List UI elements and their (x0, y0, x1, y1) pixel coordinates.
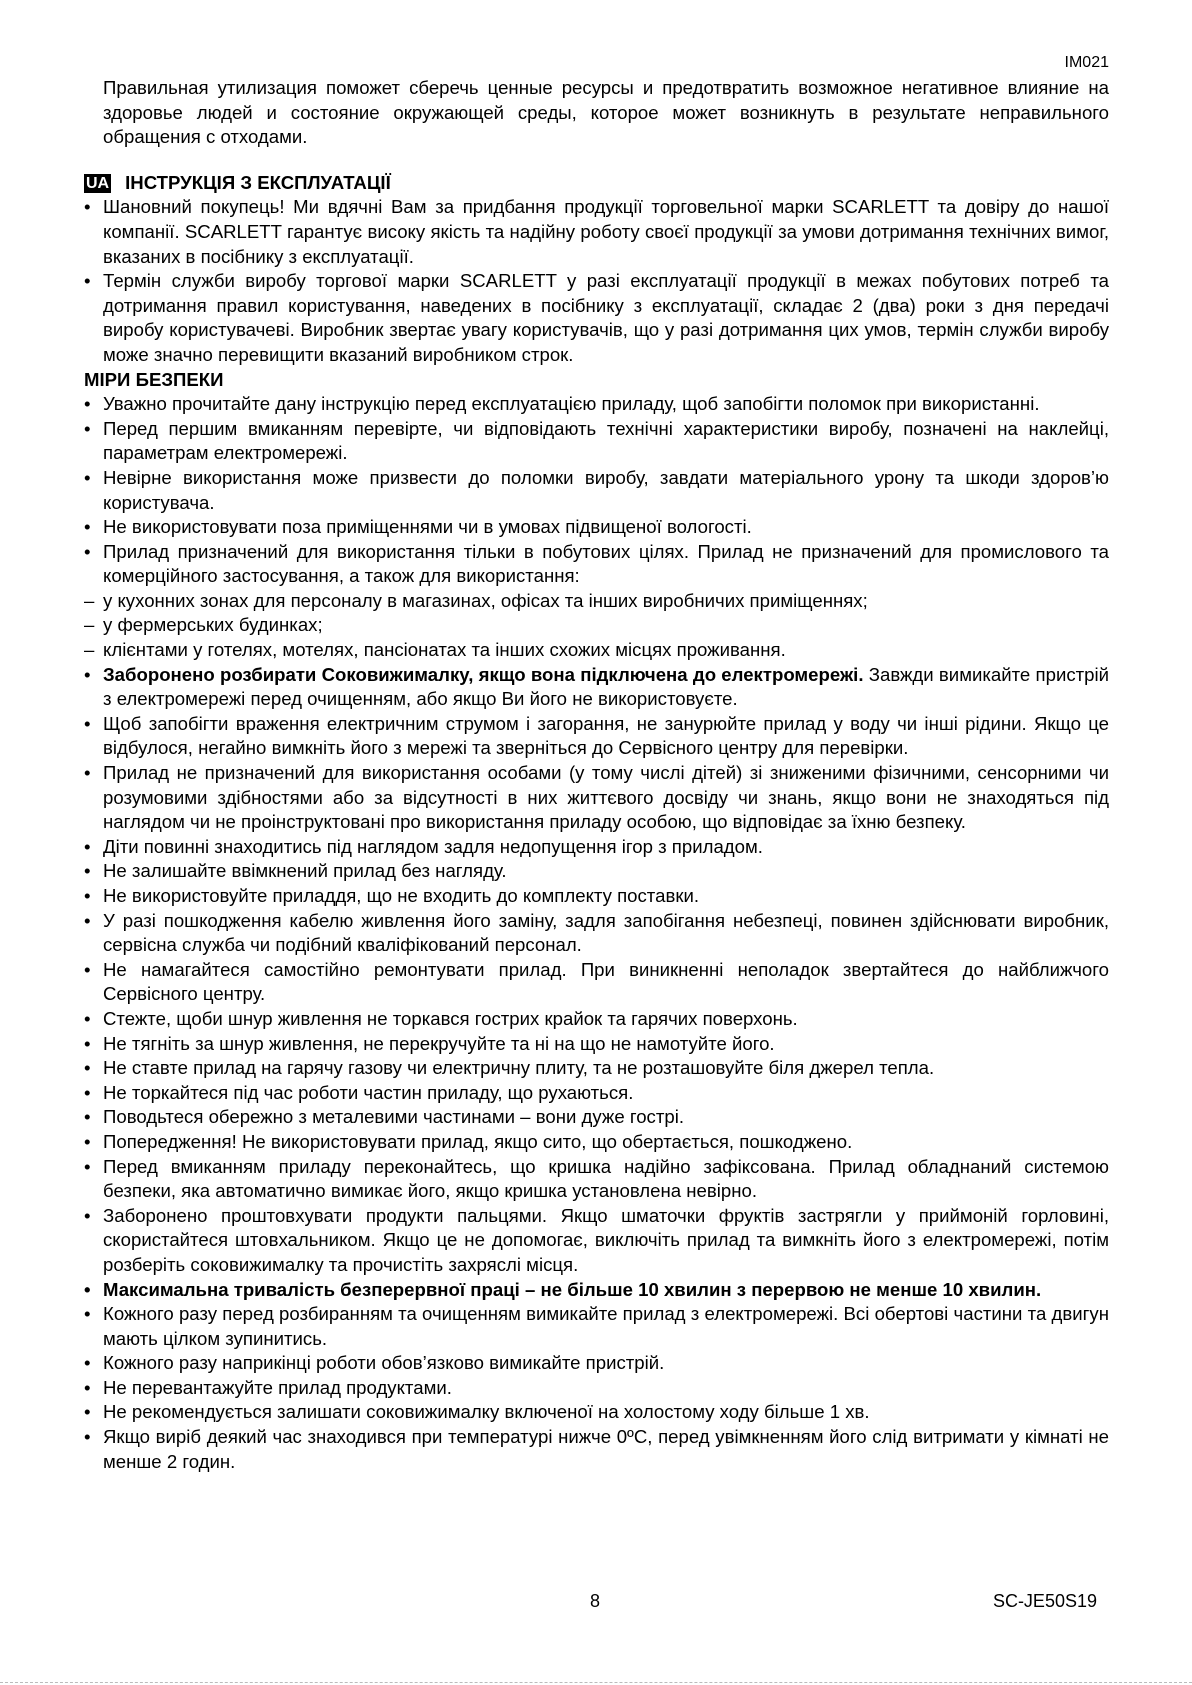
list-item: • Якщо виріб деякий час знаходився при температурі нижче 0ºC, перед увімкненням його слід витримати у кімнаті не менше 2 годин. (84, 1425, 1109, 1474)
list-item: • Поводьтеся обережно з металевими частинами – вони дуже гострі. (84, 1105, 1109, 1130)
page-bottom-divider (0, 1682, 1192, 1683)
list-item: • Діти повинні знаходитись під наглядом задля недопущення ігор з приладом. (84, 835, 1109, 860)
list-item: • Термін служби виробу торгової марки SCARLETT у разі експлуатації продукції в межах побутових потреб та дотримання правил користування, наведених в посібнику з експлуатації, складає 2 (два) роки з дня передачі виробу користувачеві. Виробник звертає увагу користувачів, що у разі дотримання цих умов, термін служби виробу може значно перевищити вказаний виробником строк. (84, 269, 1109, 367)
list-item: • Перед першим вмиканням перевірте, чи відповідають технічні характеристики виробу, позначені на наклейці, параметрам електромережі. (84, 417, 1109, 466)
dash-item: – у фермерських будинках; (84, 613, 1109, 638)
list-item: • Не ставте прилад на гарячу газову чи електричну плиту, та не розташовуйте біля джерел тепла. (84, 1056, 1109, 1081)
list-item-max-duration: • Максимальна тривалість безперервної праці – не більше 10 хвилин з перервою не менше 10 хвилин. (84, 1278, 1109, 1303)
dash-item: – у кухонних зонах для персоналу в магазинах, офісах та інших виробничих приміщеннях; (84, 589, 1109, 614)
list-item: • Не торкайтеся під час роботи частин приладу, що рухаються. (84, 1081, 1109, 1106)
list-item: • Стежте, щоби шнур живлення не торкався гострих крайок та гарячих поверхонь. (84, 1007, 1109, 1032)
list-item: • Невірне використання може призвести до поломки виробу, завдати матеріального урону та шкоди здоров’ю користувача. (84, 466, 1109, 515)
list-item: • Прилад призначений для використання тільки в побутових цілях. Прилад не призначений для промислового та комерційного застосування, а також для використання: (84, 540, 1109, 589)
list-item: • Попередження! Не використовувати прилад, якщо сито, що обертається, пошкоджено. (84, 1130, 1109, 1155)
list-item: • Не намагайтеся самостійно ремонтувати прилад. При виникненні неполадок звертайтеся до найближчого Сервісного центру. (84, 958, 1109, 1007)
list-item: • Прилад не призначений для використання особами (у тому числі дітей) зі зниженими фізичними, сенсорними чи розумовими здібностями або за відсутності в них життєвого досвіду чи знань, якщо вони не знаходяться під наглядом чи не проінструктовані про використання приладу особою, що відповідає за їхню безпеку. (84, 761, 1109, 835)
list-item: • Не використовувати поза приміщеннями чи в умовах підвищеної вологості. (84, 515, 1109, 540)
list-item: • Заборонено проштовхувати продукти пальцями. Якщо шматочки фруктів застрягли у приймоній горловині, скористайтеся штовхальником. Якщо це не допомогає, виключіть прилад та вимкніть його з електромережі, потім розберіть соковижималку та прочистіть захряслі місця. (84, 1204, 1109, 1278)
dash-item: – клієнтами у готелях, мотелях, пансіонатах та інших схожих місцях проживання. (84, 638, 1109, 663)
list-item: • Кожного разу наприкінці роботи обов’язково вимикайте пристрій. (84, 1351, 1109, 1376)
footer-model-code: SC-JE50S19 (992, 1591, 1097, 1611)
safety-section-title: МІРИ БЕЗПЕКИ (84, 368, 224, 390)
list-item: • Шановний покупець! Ми вдячні Вам за придбання продукції торговельної марки SCARLETT та довіру до нашої компанії. SCARLETT гарантує високу якість та надійну роботу своєї продукції за умови дотримання технічних вимог, вказаних в посібнику з експлуатації. (84, 195, 1109, 269)
list-item: • Перед вмиканням приладу переконайтесь, що кришка надійно зафіксована. Прилад обладнаний системою безпеки, яка автоматично вимикає його, якщо кришка установлена невірно. (84, 1155, 1109, 1204)
list-item-disassemble-warning (84, 663, 1109, 712)
ua-section-header (84, 171, 1109, 196)
list-item: • Не перевантажуйте прилад продуктами. (84, 1376, 1109, 1401)
list-item: • У разі пошкодження кабелю живлення його заміну, задля запобігання небезпеці, повинен здійснювати виробник, сервісна служба чи подібний кваліфікований персонал. (84, 909, 1109, 958)
ua-intro-list (84, 195, 1109, 367)
list-item: • Не використовуйте приладдя, що не входить до комплекту поставки. (84, 884, 1109, 909)
list-item: • Не рекомендується залишати соковижималку включеної на холостому ходу більше 1 хв. (84, 1400, 1109, 1425)
disassemble-warning-text: Завжди вимикайте пристрій з електромережі перед очищенням, або якщо Ви його не використовуєте. (103, 663, 1109, 710)
ua-language-badge: UA (86, 174, 110, 192)
list-item: • Щоб запобігти враження електричним струмом і загорання, не занурюйте прилад у воду чи інші рідини. Якщо це відбулося, негайно вимкніть його з мережі та зверніться до Сервісного центру для перевірки. (84, 712, 1109, 761)
safety-list (84, 392, 1109, 1474)
page-number: 8 (589, 1591, 600, 1611)
list-item: • Кожного разу перед розбиранням та очищенням вимикайте прилад з електромережі. Всі обертові частини та двигун мають цілком зупинитись. (84, 1302, 1109, 1351)
ua-section-title: ІНСТРУКЦІЯ З ЕКСПЛУАТАЦІЇ (125, 171, 391, 193)
header-model-code: IM021 (1064, 54, 1109, 71)
list-item: • Уважно прочитайте дану інструкцію перед експлуатацією приладу, щоб запобігти поломок при використанні. (84, 392, 1109, 417)
page-content (84, 76, 1109, 1474)
disassemble-warning-bold: Заборонено розбирати Соковижималку, якщо вона підключена до електромережі. (103, 663, 864, 685)
intro-paragraph: Правильная утилизация поможет сберечь ценные ресурсы и предотвратить возможное негативное влияние на здоровье людей и состояние окружающей среды, которое может возникнуть в результате неправильного обращения с отходами. (103, 77, 1109, 148)
list-item: • Не тягніть за шнур живлення, не перекручуйте та ні на що не намотуйте його. (84, 1032, 1109, 1057)
list-item: • Не залишайте ввімкнений прилад без нагляду. (84, 859, 1109, 884)
